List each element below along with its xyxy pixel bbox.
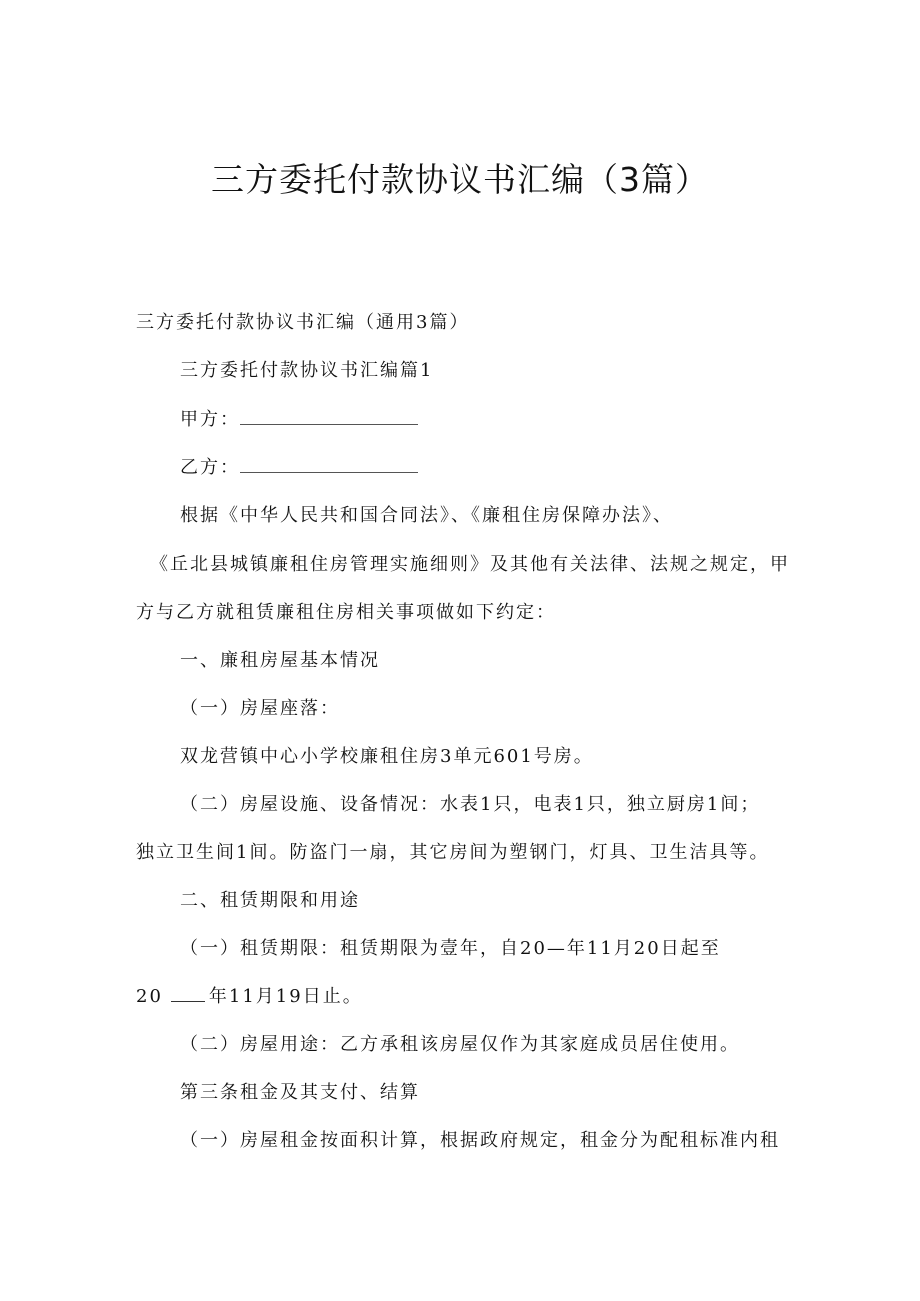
page-title: 三方委托付款协议书汇编（3篇） xyxy=(211,160,709,199)
basis-paragraph-line-2: 《丘北县城镇廉租住房管理实施细则》及其他有关法律、法规之规定，甲 xyxy=(150,554,790,575)
item-2-1-line-1: （一）租赁期限：租赁期限为壹年，自20—年11月20日起至 xyxy=(180,938,721,959)
year-blank xyxy=(171,987,205,1002)
document-subtitle: 三方委托付款协议书汇编（通用3篇） xyxy=(136,312,470,333)
address-line: 双龙营镇中心小学校廉租住房3单元601号房。 xyxy=(180,746,594,767)
item-1-2-line-1: （二）房屋设施、设备情况：水表1只，电表1只，独立厨房1间； xyxy=(180,794,761,815)
article-heading: 三方委托付款协议书汇编篇1 xyxy=(180,360,434,381)
section-3-heading: 第三条租金及其支付、结算 xyxy=(180,1082,420,1103)
item-1-1: （一）房屋座落： xyxy=(180,698,340,719)
basis-paragraph-line-1: 根据《中华人民共和国合同法》、《廉租住房保障办法》、 xyxy=(180,505,673,526)
item-3-1: （一）房屋租金按面积计算，根据政府规定，租金分为配租标准内租 xyxy=(180,1130,780,1151)
party-b-line xyxy=(180,455,418,481)
item-2-2: （二）房屋用途：乙方承租该房屋仅作为其家庭成员居住使用。 xyxy=(180,1034,740,1055)
item-2-1-line-2 xyxy=(136,984,363,1010)
item-1-2-line-2: 独立卫生间1间。防盗门一扇，其它房间为塑钢门，灯具、卫生洁具等。 xyxy=(136,842,770,863)
basis-paragraph-line-3: 方与乙方就租赁廉租住房相关事项做如下约定： xyxy=(136,602,556,623)
party-b-blank xyxy=(240,458,418,473)
party-a-label: 甲方： xyxy=(180,409,240,430)
party-b-label: 乙方： xyxy=(180,457,240,478)
party-a-blank xyxy=(240,410,418,425)
date-suffix: 年11月19日止。 xyxy=(208,986,363,1007)
party-a-line xyxy=(180,407,418,433)
section-2-heading: 二、租赁期限和用途 xyxy=(180,890,360,911)
year-prefix: 20 xyxy=(136,986,163,1007)
section-1-heading: 一、廉租房屋基本情况 xyxy=(180,650,380,671)
